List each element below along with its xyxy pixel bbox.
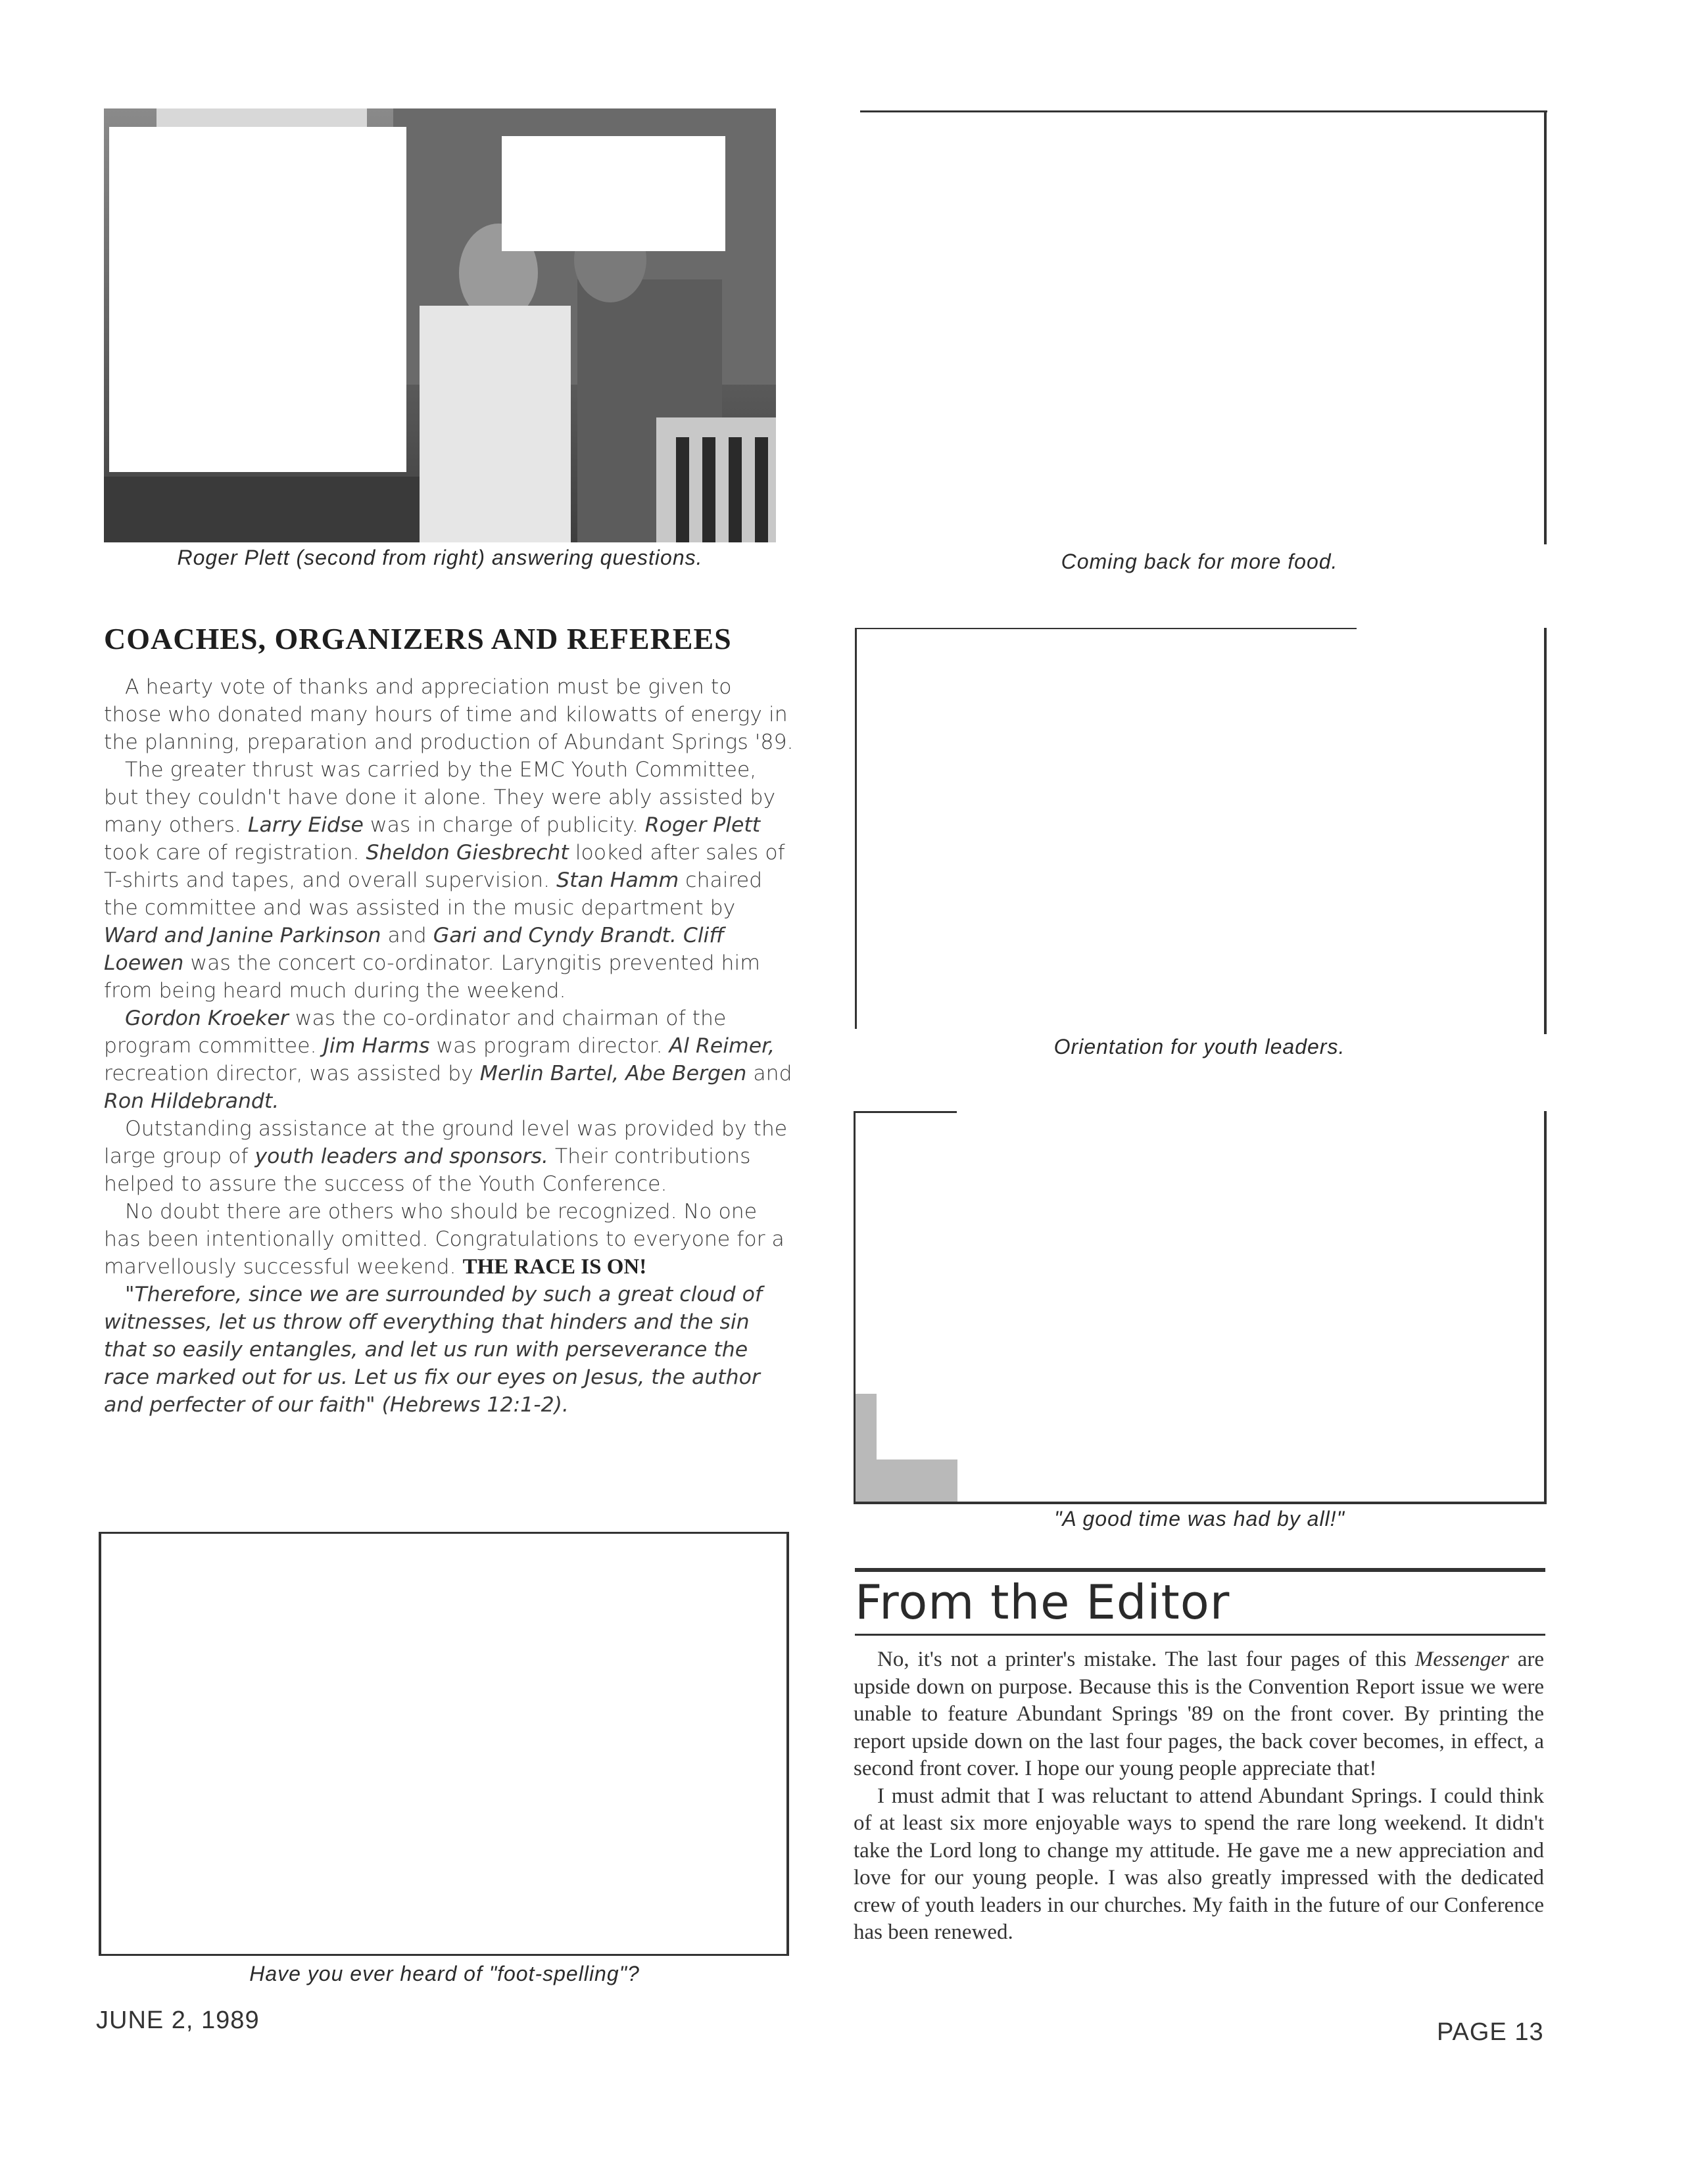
article-paragraph: The greater thrust was carried by the EMC Youth Committee, but they couldn't have done it alone. They were ably assisted by many others. Larry Eidse was in charge of publicity. Roger Plett took care of registration. Sheldon Giesbrecht looked after sales of T-shirts and tapes, and overall supervision. Stan Hamm chaired the committee and was assisted in the music department by Ward and Janine Parkinson and Gari and Cyndy Brandt. Cliff Loewen was the concert co-ordinator. Laryngitis prevented him from being heard much during the weekend. <box>104 758 785 1003</box>
redaction-box <box>109 127 406 472</box>
photo-fragment <box>856 1394 957 1502</box>
photo-caption: Coming back for more food. <box>1061 550 1338 573</box>
article-coaches-organizers <box>104 621 794 1419</box>
frame-bottom-line <box>854 1502 1547 1504</box>
editor-rule-top <box>855 1568 1545 1572</box>
photo-caption: Have you ever heard of "foot-spelling"? <box>249 1962 640 1985</box>
frame-right-line <box>1544 628 1547 1034</box>
article-paragraph: Outstanding assistance at the ground level was provided by the large group of youth leaders and sponsors. Their contributions helped to assure the success of the Youth Conference. <box>104 1117 788 1196</box>
issue-date: JUNE 2, 1989 <box>96 2006 260 2034</box>
frame-left-line <box>99 1532 101 1956</box>
article-paragraph: No doubt there are others who should be recognized. No one has been intentionally omitted. Congratulations to everyone for a marvellously successful weekend. THE RACE IS ON! <box>104 1200 785 1279</box>
photo-caption: Orientation for youth leaders. <box>1053 1035 1345 1058</box>
frame-right-line <box>1544 110 1547 544</box>
article-paragraph: Gordon Kroeker was the co-ordinator and chairman of the program committee. Jim Harms was program director. Al Reimer, recreation director, was assisted by Merlin Bartel, Abe Bergen and Ron Hildebrandt. <box>104 1007 792 1113</box>
frame-top-line <box>857 628 1357 629</box>
frame-top-line <box>100 1532 789 1534</box>
article-paragraph: A hearty vote of thanks and appreciation must be given to those who donated many hours of time and kilowatts of energy in the planning, preparation and production of Abundant Springs '89. <box>104 675 794 754</box>
frame-right-line <box>1544 1111 1547 1502</box>
article-heading: COACHES, ORGANIZERS AND REFEREES <box>104 622 732 655</box>
frame-left-line <box>855 628 857 1029</box>
editor-paragraph: No, it's not a printer's mistake. The last four pages of this Messenger are upside down on purpose. Because this is the Convention Report issue we were unable to feature Abundant Springs '89 on the front cover. By printing the report upside down on the last four pages, the back cover becomes, in effect, a second front cover. I hope our young people appreciate that! <box>854 1648 1544 1780</box>
frame-bottom-line <box>99 1954 789 1956</box>
editor-column <box>854 1646 1544 1947</box>
frame-right-line <box>786 1532 789 1956</box>
scripture-quote: "Therefore, since we are surrounded by such a great cloud of witnesses, let us throw off everything that hinders and the sin that so easily entangles, and let us run with perseverance the race marked out for us. Let us fix our eyes on Jesus, the author and perfecter of our faith" (Hebrews 12:1-2). <box>104 1283 762 1417</box>
editor-rule-bottom <box>855 1634 1545 1636</box>
editor-paragraph: I must admit that I was reluctant to attend Abundant Springs. I could think of at least six more enjoyable ways to spend the rare long weekend. It didn't take the Lord long to change my attitude. He gave me a new appreciation and love for our young people. I was also greatly impressed with the dedicated crew of youth leaders in our churches. My faith in the future of our Conference has been renewed. <box>854 1784 1544 1944</box>
photo-roger-plett <box>104 108 776 542</box>
page-number: PAGE 13 <box>1437 2018 1544 2046</box>
frame-top-line <box>855 1111 957 1113</box>
editor-title: From the Editor <box>855 1575 1230 1630</box>
photo-caption: Roger Plett (second from right) answering questions. <box>177 546 703 569</box>
redaction-box <box>877 1394 957 1460</box>
redaction-box <box>502 136 725 251</box>
photo-caption: "A good time was had by all!" <box>1054 1507 1345 1531</box>
frame-top-line <box>860 110 1547 112</box>
